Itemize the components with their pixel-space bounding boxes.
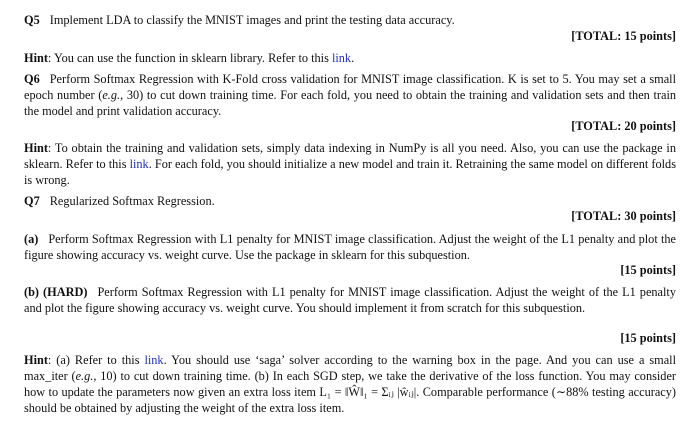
- l1-loss-formula: L₁ = ‖Ŵ‖₁ = Σᵢⱼ |ŵᵢⱼ|: [319, 385, 417, 399]
- q7-total-label: [TOTAL: 30 points]: [571, 209, 676, 223]
- q7b-question: [24, 284, 676, 316]
- q7a-label: (a): [24, 232, 39, 246]
- q7-hint-c: , 10) to cut down training time. (b) In each SGD step, we take the derivative of the loss function. You may consider how to update the parameters now given an extra loss item: [24, 369, 676, 399]
- q7-hint-a: : (a) Refer to this: [47, 353, 145, 367]
- q7-label: Q7: [24, 194, 40, 208]
- q7-hint-d: . Comparable performance (∼88% testing accuracy) should be obtained by adjusting the weight of the extra loss item.: [24, 385, 676, 415]
- q6-hint-b: . For each fold, you should initialize a new model and train it. Retraining the same model on different folds is wrong.: [24, 157, 676, 187]
- q6-hint-a: : To obtain the training and validation sets, simply data indexing in NumPy is all you need. Also, you can use the package in sklearn. Refer to this: [24, 141, 676, 171]
- q6-total-label: [TOTAL: 20 points]: [571, 119, 676, 133]
- q7-hint-b: . You should use ‘saga’ solver according to the warning box in the page. And you can use a small max_iter (: [24, 353, 676, 383]
- q5-hint-text: : You can use the function in sklearn library. Refer to this: [47, 51, 332, 65]
- q6-hint-label: Hint: [24, 141, 48, 155]
- q5-hint-label: Hint: [24, 51, 48, 65]
- q6-text-a: Perform Softmax Regression with K-Fold cross validation for MNIST image classification. K is set to 5. You may set a small epoch number (: [24, 72, 676, 102]
- q5-hint: [24, 50, 676, 66]
- q5-hint-link[interactable]: link: [331, 51, 352, 65]
- q5-total: [24, 28, 676, 44]
- q6-total: [24, 118, 676, 134]
- q7a-points: [24, 262, 676, 278]
- q6-question: [24, 71, 676, 119]
- q7-total: [24, 208, 676, 224]
- q7-question: [24, 193, 676, 209]
- q5-text: Implement LDA to classify the MNIST images and print the testing data accuracy.: [49, 13, 455, 27]
- q6-text-b: , 30) to cut down training time. For each fold, you need to obtain the training and validation sets and then train the model and print validation accuracy.: [24, 88, 677, 118]
- q5-question: [24, 12, 676, 28]
- q6-eg: e.g.: [102, 88, 121, 102]
- q7a-question: [24, 231, 676, 263]
- q6-label: Q6: [24, 72, 40, 86]
- q7a-text: Perform Softmax Regression with L1 penalty for MNIST image classification. Adjust the weight of the L1 penalty and plot the figure showing accuracy vs. weight curve. Use the package in sklearn for this subquestion.: [24, 232, 676, 262]
- q7-hint-label: Hint: [24, 353, 48, 367]
- q5-total-label: [TOTAL: 15 points]: [571, 29, 676, 43]
- q5-hint-end: .: [351, 51, 355, 65]
- q7a-points-label: [15 points]: [620, 263, 676, 277]
- q7b-points-label: [15 points]: [620, 331, 676, 345]
- q7b-text: Perform Softmax Regression with L1 penalty for MNIST image classification. Adjust the weight of the L1 penalty and plot the figure showing accuracy vs. weight curve. You should implement it from scratch for this subquestion.: [24, 285, 676, 315]
- q7-hint: [24, 352, 676, 416]
- q7-eg: e.g.: [75, 369, 94, 383]
- q6-hint: [24, 140, 676, 188]
- q7-hint-link[interactable]: link: [144, 353, 164, 367]
- q5-label: Q5: [24, 13, 40, 27]
- q6-hint-link[interactable]: link: [129, 157, 149, 171]
- q7b-label: (b) (HARD): [24, 285, 88, 299]
- q7-text: Regularized Softmax Regression.: [49, 194, 215, 208]
- q7b-points: [24, 330, 676, 346]
